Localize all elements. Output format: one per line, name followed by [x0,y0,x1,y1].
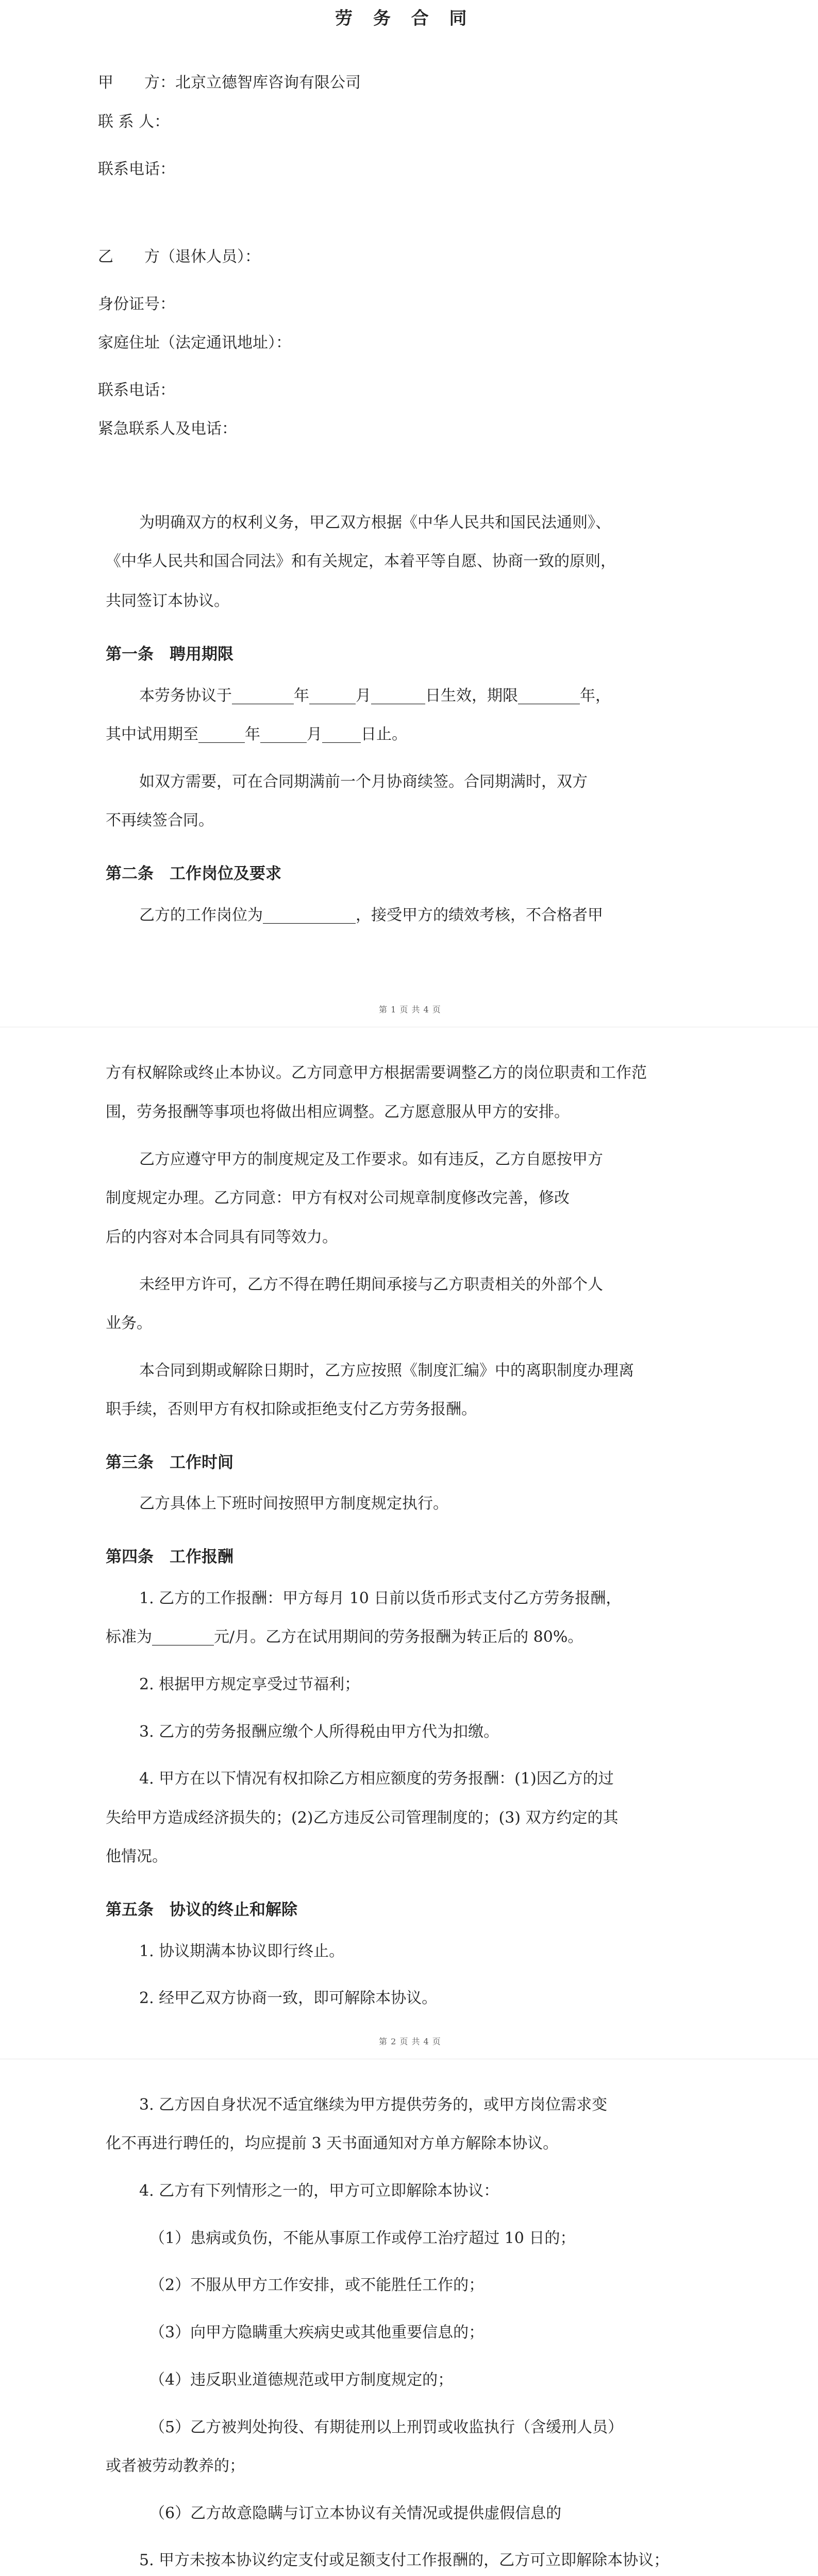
preamble-line: 为明确双方的权利义务，甲乙双方根据《中华人民共和国民法通则》、 [139,514,611,532]
article2-line: 业务。 [106,1314,152,1332]
article1-line: 不再续签合同。 [106,811,214,829]
article2-line: 职手续，否则甲方有权扣除或拒绝支付乙方劳务报酬。 [106,1400,477,1418]
preamble-line: 《中华人民共和国合同法》和有关规定，本着平等自愿、协商一致的原则， [106,552,616,570]
article2-line: 本合同到期或解除日期时，乙方应按照《制度汇编》中的离职制度办理离 [139,1362,634,1380]
article2-line: 后的内容对本合同具有同等效力。 [106,1228,338,1246]
article2-line: 方有权解除或终止本协议。乙方同意甲方根据需要调整乙方的岗位职责和工作范 [106,1064,647,1082]
article1-line: 如双方需要，可在合同期满前一个月协商续签。合同期满时，双方 [139,773,588,791]
article2-line: 制度规定办理。乙方同意：甲方有权对公司规章制度修改完善，修改 [106,1189,570,1207]
article5-line: 或者被劳动教养的； [106,2457,245,2475]
party-b-emergency: 紧急联系人及电话： [98,420,237,438]
article2-line: 围，劳务报酬等事项也将做出相应调整。乙方愿意服从甲方的安排。 [106,1103,570,1121]
article4-line: 标准为________元/月。乙方在试用期间的劳务报酬为转正后的 80%。 [106,1628,583,1646]
article1-line: 本劳务协议于________年______月_______日生效，期限________年， [139,687,611,705]
article5-line: 化不再进行聘任的，均应提前 3 天书面通知对方单方解除本协议。 [106,2134,559,2153]
article1-line: 其中试用期至______年______月_____日止。 [106,725,407,743]
party-a-name: 甲 方：北京立德智库咨询有限公司 [98,74,361,92]
document-title: 劳 务 合 同 [335,8,474,29]
article3-heading: 第三条 工作时间 [106,1453,233,1472]
article5-line: 3. 乙方因自身状况不适宜继续为甲方提供劳务的，或甲方岗位需求变 [139,2096,608,2114]
article5-line: 1. 协议期满本协议即行终止。 [139,1942,345,1960]
article3-line: 乙方具体上下班时间按照甲方制度规定执行。 [139,1495,448,1513]
article1-heading: 第一条 聘用期限 [106,645,233,664]
article4-line: 他情况。 [106,1848,168,1866]
article5-line: 2. 经甲乙双方协商一致，即可解除本协议。 [139,1989,438,2007]
article2-line: 乙方的工作岗位为____________，接受甲方的绩效考核，不合格者甲 [139,906,603,924]
page-number: 第 2 页 共 4 页 [379,2037,441,2046]
article5-line: 4. 乙方有下列情形之一的，甲方可立即解除本协议： [139,2182,499,2200]
page-number: 第 1 页 共 4 页 [379,1005,441,1014]
article4-line: 失给甲方造成经济损失的；(2)乙方违反公司管理制度的；(3) 双方约定的其 [106,1809,619,1827]
article5-line: （5）乙方被判处拘役、有期徒刑以上刑罚或收监执行（含缓刑人员） [149,2418,624,2436]
article5-line: （1）患病或负伤，不能从事原工作或停工治疗超过 10 日的； [149,2229,576,2247]
article4-line: 1. 乙方的工作报酬：甲方每月 10 日前以货币形式支付乙方劳务报酬， [139,1589,622,1607]
article5-line: （6）乙方故意隐瞒与订立本协议有关情况或提供虚假信息的 [149,2504,562,2522]
party-b-phone: 联系电话： [98,381,175,399]
party-a-phone: 联系电话： [98,160,175,178]
article5-heading: 第五条 协议的终止和解除 [106,1901,297,1919]
article5-line: （2）不服从甲方工作安排，或不能胜任工作的； [149,2276,485,2294]
party-b-address: 家庭住址（法定通讯地址）： [98,334,291,352]
article4-line: 2. 根据甲方规定享受过节福利； [139,1675,360,1693]
preamble-line: 共同签订本协议。 [106,592,229,610]
article2-line: 未经甲方许可，乙方不得在聘任期间承接与乙方职责相关的外部个人 [139,1276,603,1294]
party-b-id: 身份证号： [98,295,175,313]
article5-line: （4）违反职业道德规范或甲方制度规定的； [149,2371,454,2389]
article4-line: 3. 乙方的劳务报酬应缴个人所得税由甲方代为扣缴。 [139,1723,499,1741]
article4-line: 4. 甲方在以下情况有权扣除乙方相应额度的劳务报酬：(1)因乙方的过 [139,1770,614,1788]
article4-heading: 第四条 工作报酬 [106,1548,233,1566]
article5-line: 5. 甲方未按本协议约定支付或足额支付工作报酬的，乙方可立即解除本协议； [139,2551,670,2569]
article2-line: 乙方应遵守甲方的制度规定及工作要求。如有违反，乙方自愿按甲方 [139,1150,603,1168]
party-b-name: 乙 方（退休人员）： [98,248,260,266]
party-a-contact: 联 系 人： [98,113,170,131]
article2-heading: 第二条 工作岗位及要求 [106,865,281,883]
article5-line: （3）向甲方隐瞒重大疾病史或其他重要信息的； [149,2324,485,2342]
